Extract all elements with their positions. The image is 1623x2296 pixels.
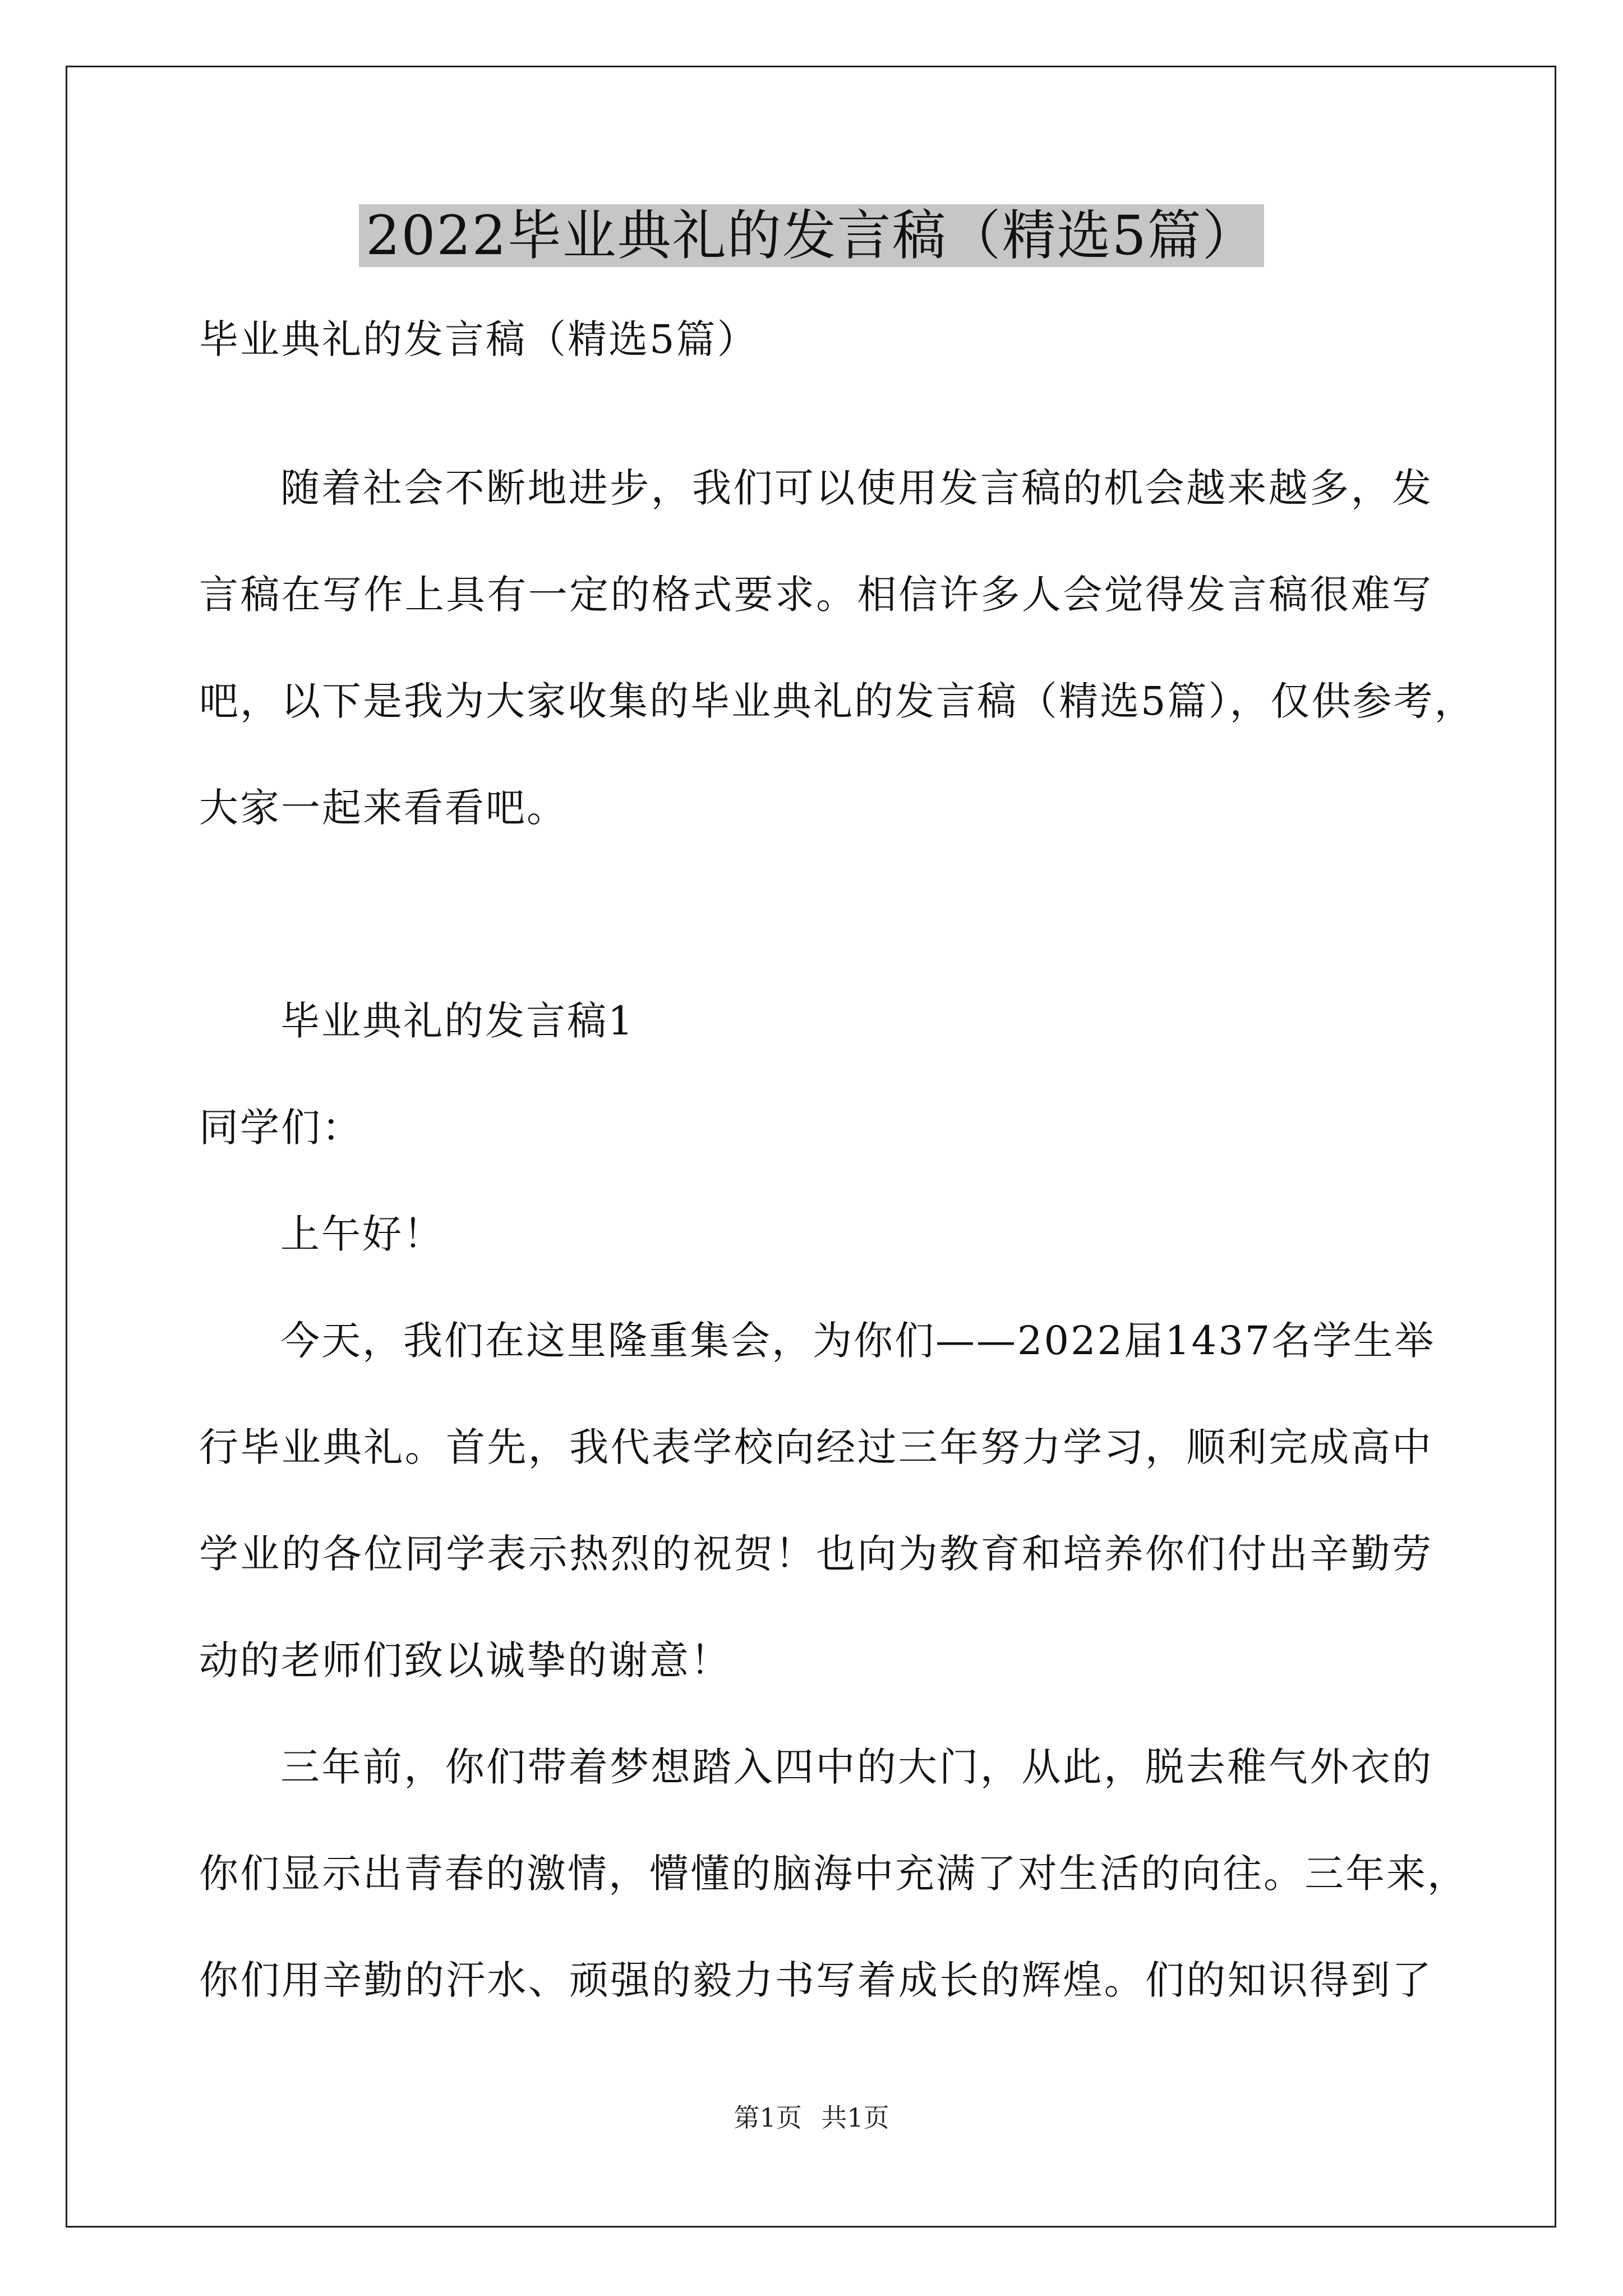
paragraph-line: 动的老师们致以诚挚的谢意！ — [199, 1637, 731, 1683]
paragraph-line: 吧，以下是我为大家收集的毕业典礼的发言稿（精选5篇），仅供参考， — [199, 678, 1476, 724]
paragraph-line: 三年前，你们带着梦想踏入四中的大门，从此，脱去稚气外衣的 — [280, 1744, 1433, 1790]
paragraph-line: 随着社会不断地进步，我们可以使用发言稿的机会越来越多，发 — [280, 465, 1433, 511]
page-footer: 第1页 共1页 — [734, 2102, 889, 2133]
paragraph-line: 学业的各位同学表示热烈的祝贺！也向为教育和培养你们付出辛勤劳 — [199, 1531, 1433, 1577]
paragraph-line: 言稿在写作上具有一定的格式要求。相信许多人会觉得发言稿很难写 — [199, 572, 1433, 618]
paragraph-line: 今天，我们在这里隆重集会，为你们——2022届1437名学生举 — [280, 1318, 1436, 1364]
paragraph-line: 大家一起来看看吧。 — [199, 785, 568, 831]
paragraph-line: 行毕业典礼。首先，我代表学校向经过三年努力学习，顺利完成高中 — [199, 1424, 1433, 1470]
paragraph-line: 你们用辛勤的汗水、顽强的毅力书写着成长的辉煌。们的知识得到了 — [199, 1957, 1433, 2003]
document-title — [0, 196, 1623, 275]
subtitle-line: 毕业典礼的发言稿（精选5篇） — [199, 316, 758, 362]
paragraph-line: 你们显示出青春的激情，懵懂的脑海中充满了对生活的向往。三年来， — [199, 1851, 1468, 1897]
greeting-line: 上午好！ — [280, 1211, 444, 1257]
section-heading: 毕业典礼的发言稿1 — [280, 998, 635, 1044]
document-title-text: 2022毕业典礼的发言稿（精选5篇） — [359, 204, 1264, 267]
salutation-line: 同学们： — [199, 1105, 363, 1151]
